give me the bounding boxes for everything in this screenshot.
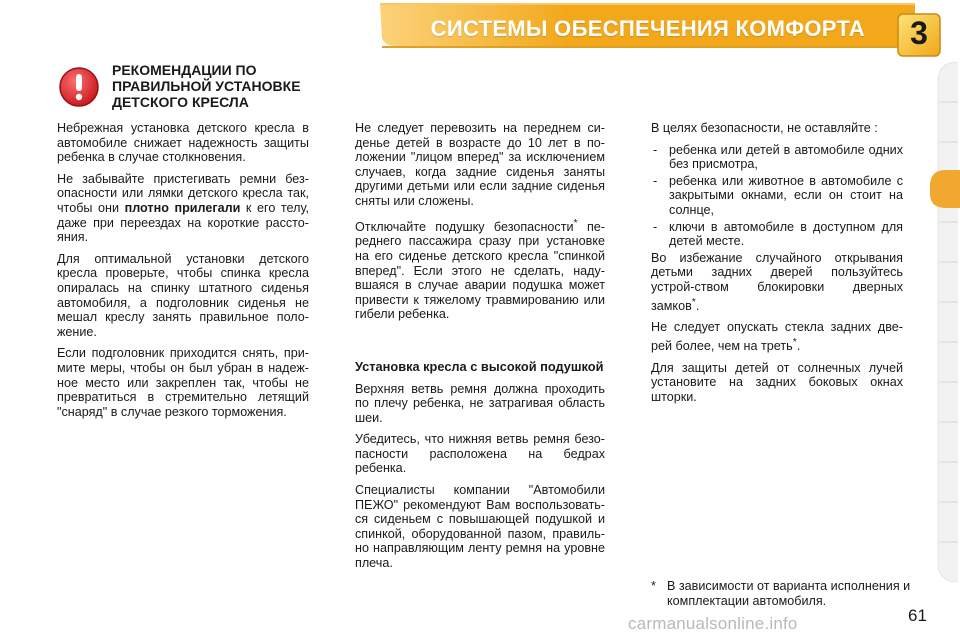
paragraph: Если подголовник приходится снять, при-мите меры, чтобы он был убран в надеж-ное место или закреплен так, чтобы не превратиться в стремительно летящий "снаряд" в случае резкого торможения. <box>57 346 309 419</box>
text-column-1 <box>57 121 309 426</box>
safety-list <box>651 143 903 249</box>
recommendation-title-line: ДЕТСКОГО КРЕСЛА <box>112 94 249 110</box>
page-number: 61 <box>908 606 927 625</box>
paragraph: Во избежание случайного открывания детьми задних дверей пользуйтесь устрой-ством блокировки дверных замков*. <box>651 250 903 313</box>
list-item: - ребенка или животное в автомобиле с закрытыми окнами, если он стоит на солнце, <box>653 173 903 217</box>
exclamation-warning-icon <box>58 66 100 108</box>
text-column-2 <box>355 121 605 578</box>
chapter-title: СИСТЕМЫ ОБЕСПЕЧЕНИЯ КОМФОРТА <box>430 16 865 41</box>
paragraph: В целях безопасности, не оставляйте : <box>651 121 878 135</box>
paragraph: Небрежная установка детского кресла в автомобиле снижает надежность защиты ребенка в случае столкновения. <box>57 121 309 165</box>
paragraph: Не следует опускать стекла задних две-рей более, чем на треть*. <box>651 320 903 354</box>
paragraph: Для защиты детей от солнечных лучей установите на задних боковых окнах шторки. <box>651 360 903 404</box>
section-subheading: Установка кресла с высокой подушкой <box>355 358 604 374</box>
paragraph: Не следует перевозить на переднем си-денье детей в возрасте до 10 лет в по-ложении "лицом вперед" за исключением случаев, когда задние сиденья заняты другими детьми или если задние сиденья сняты или сложены. <box>355 121 605 208</box>
page-header <box>0 0 960 52</box>
emphasis: плотно прилегали <box>124 200 241 215</box>
footnote <box>651 579 911 608</box>
chapter-number: 3 <box>910 15 928 51</box>
recommendation-title <box>112 62 332 110</box>
side-tab-active[interactable] <box>930 170 960 208</box>
footnote-text: В зависимости от варианта исполнения и комплектации автомобиля. <box>667 579 911 608</box>
chapter-badge <box>896 12 942 58</box>
chapter-side-tabs <box>928 62 960 582</box>
paragraph: Верхняя ветвь ремня должна проходить по плечу ребенка, не затрагивая область шеи. <box>355 381 605 425</box>
paragraph: Не забывайте пристегивать ремни без-опасности или лямки детского кресла так, чтобы они плотно прилегали к его телу, даже при переездах на короткие рассто-яния. <box>57 171 309 245</box>
watermark: carmanualsonline.info <box>628 614 798 633</box>
recommendation-title-line: ПРАВИЛЬНОЙ УСТАНОВКЕ <box>112 78 301 94</box>
footnote-marker: * <box>573 216 578 229</box>
text-column-3 <box>651 121 903 411</box>
footnote-star: * <box>651 579 656 593</box>
list-item: - ключи в автомобиле в доступном для детей месте. <box>653 219 903 249</box>
recommendation-title-line: РЕКОМЕНДАЦИИ ПО <box>112 62 257 78</box>
paragraph: Специалисты компании "Автомобили ПЕЖО" рекомендуют Вам воспользовать-ся сиденьем с повышающей подушкой и спинкой, оборудованной пазом, правиль-но направляющим ленту ремня на уровне плеча. <box>355 483 605 571</box>
paragraph: Убедитесь, что нижняя ветвь ремня безо-пасности расположена на бедрах ребенка. <box>355 432 605 476</box>
list-item: - ребенка или детей в автомобиле одних без присмотра, <box>653 142 903 172</box>
footnote-marker: * <box>691 295 696 308</box>
side-tab-track <box>938 62 958 582</box>
footnote-marker: * <box>792 335 797 348</box>
paragraph: Для оптимальной установки детского кресла проверьте, чтобы спинка кресла опиралась на спинку штатного сиденья автомобиля, а подголовник сиденья не мешал креслу занять правильное поло-жение. <box>57 251 309 339</box>
paragraph: Отключайте подушку безопасности* пе-реднего пассажира сразу при установке на его сиденье детского кресла "спинкой вперед". Если этого не сделать, наду-вшаяся в случае аварии подушка может привести к тяжелому травмированию или гибели ребенка. <box>355 216 605 322</box>
